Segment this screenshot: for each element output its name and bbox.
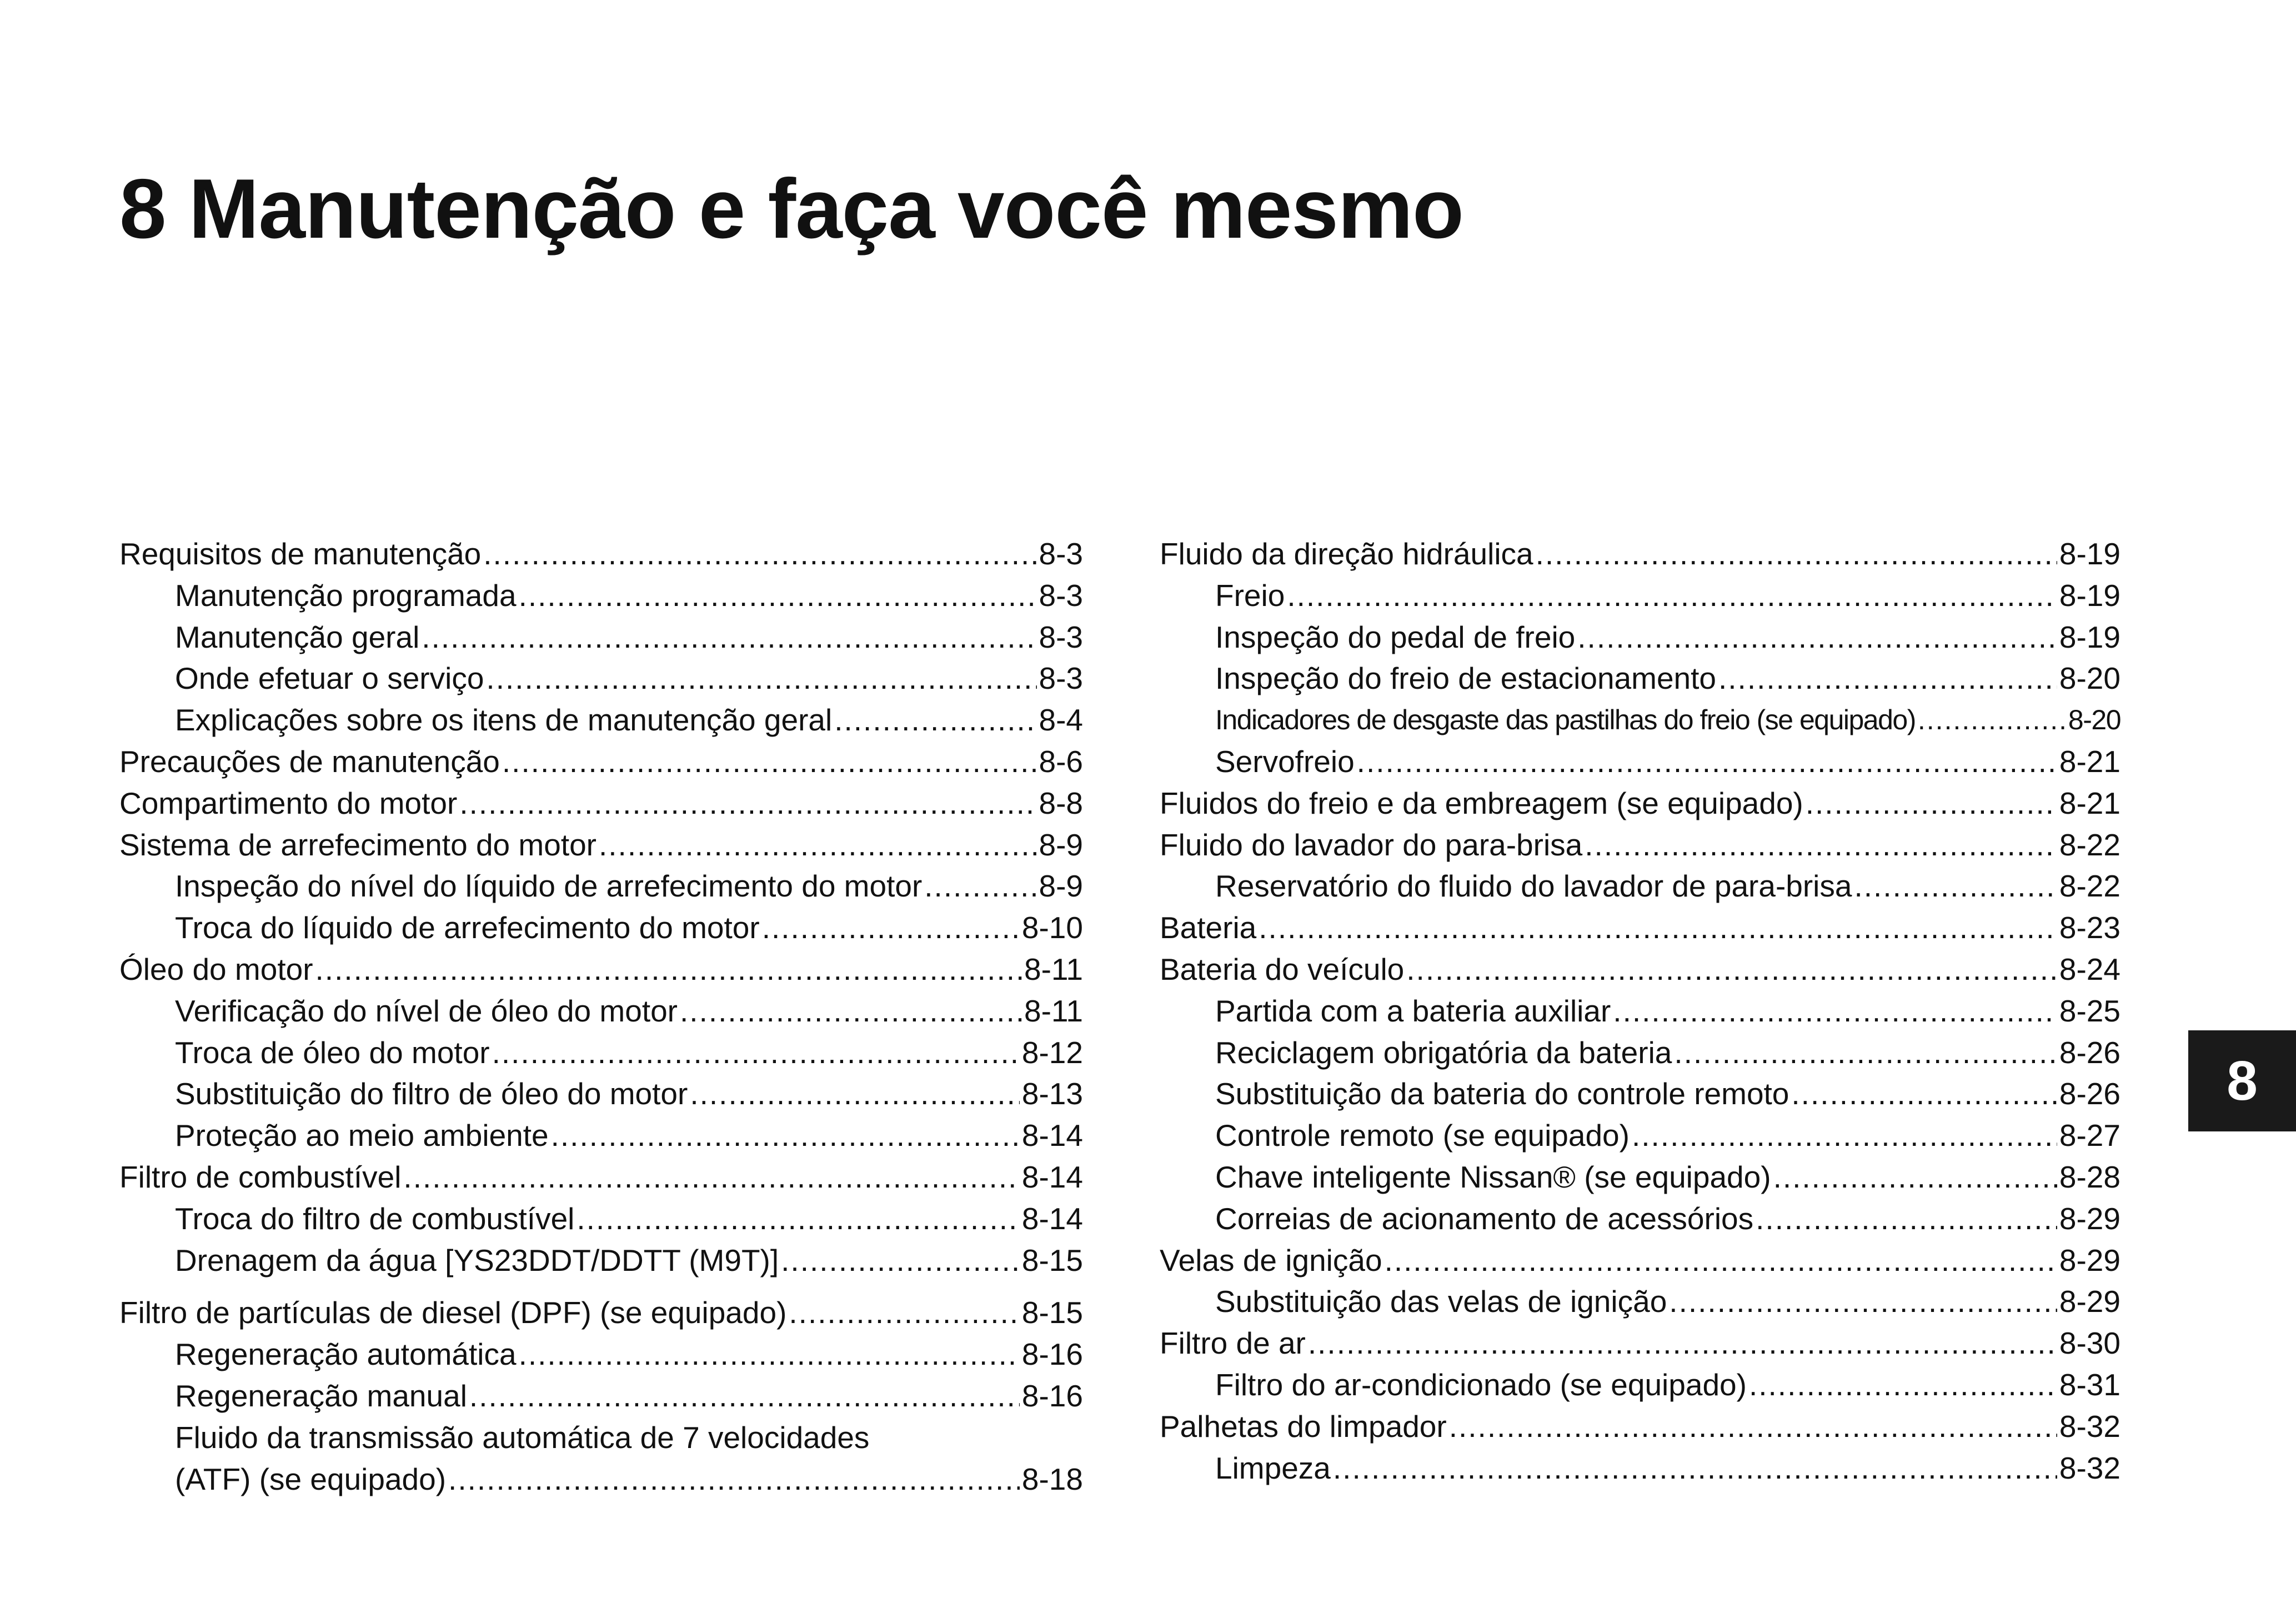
toc-right-column — [1160, 533, 2120, 1489]
toc-entry-page: 8-3 — [1039, 619, 1083, 654]
toc-entry[interactable] — [119, 1292, 1083, 1334]
toc-entry[interactable] — [1160, 658, 2120, 699]
toc-entry-page: 8-15 — [1021, 1295, 1083, 1330]
toc-entry-title: Requisitos de manutenção — [119, 537, 482, 571]
dot-leader — [1791, 1073, 2057, 1115]
chapter-tab-number: 8 — [2227, 1049, 2258, 1112]
toc-entry[interactable] — [1160, 990, 2120, 1032]
dot-leader — [789, 1292, 1020, 1334]
toc-entry[interactable] — [1160, 1281, 2120, 1323]
toc-entry[interactable] — [119, 1115, 1083, 1156]
dot-leader — [1287, 575, 2057, 617]
toc-entry-page: 8-28 — [2059, 1159, 2120, 1194]
toc-entry-page: 8-26 — [2059, 1076, 2120, 1111]
toc-entry-page: 8-3 — [1039, 661, 1083, 696]
toc-entry[interactable] — [1160, 824, 2120, 866]
toc-entry-page: 8-29 — [2059, 1243, 2120, 1278]
toc-entry-page: 8-32 — [2059, 1409, 2120, 1444]
dot-leader — [1577, 617, 2057, 658]
toc-entry-title: Correias de acionamento de acessórios — [1215, 1201, 1754, 1236]
toc-entry[interactable] — [119, 1240, 1083, 1281]
toc-entry[interactable] — [119, 824, 1083, 866]
toc-entry-page: 8-24 — [2059, 951, 2120, 986]
toc-entry-title: Regeneração automática — [175, 1337, 517, 1372]
toc-entry-page: 8-32 — [2059, 1450, 2120, 1485]
toc-entry-title: Bateria — [1160, 910, 1257, 945]
dot-leader — [1806, 783, 2057, 824]
toc-entry[interactable] — [119, 783, 1083, 824]
toc-entry-title: Precauções de manutenção — [119, 744, 500, 779]
toc-entry[interactable] — [119, 699, 1083, 741]
chapter-title: 8 Manutenção e faça você mesmo — [119, 162, 1463, 256]
toc-entry[interactable] — [1160, 617, 2120, 658]
toc-entry[interactable] — [1160, 1032, 2120, 1074]
dot-leader — [1749, 1364, 2057, 1406]
dot-leader — [1854, 865, 2057, 907]
toc-entry-title: Verificação do nível de óleo do motor — [175, 993, 678, 1028]
toc-entry[interactable] — [1160, 1447, 2120, 1489]
toc-entry[interactable] — [119, 1334, 1083, 1375]
toc-entry[interactable] — [119, 1375, 1083, 1417]
dot-leader — [469, 1375, 1020, 1417]
toc-entry-title: Filtro do ar-condicionado (se equipado) — [1215, 1367, 1747, 1402]
toc-entry-page: 8-3 — [1039, 537, 1083, 571]
toc-entry[interactable] — [1160, 1323, 2120, 1364]
toc-entry-title: Onde efetuar o serviço — [175, 661, 484, 696]
toc-entry-title: Manutenção programada — [175, 578, 517, 613]
toc-entry-title: Limpeza — [1215, 1450, 1331, 1485]
toc-entry[interactable] — [119, 658, 1083, 699]
toc-entry-title: Proteção ao meio ambiente — [175, 1118, 549, 1153]
toc-entry[interactable] — [1160, 865, 2120, 907]
toc-entry-page: 8-23 — [2059, 910, 2120, 945]
dot-leader — [422, 617, 1036, 658]
dot-leader — [690, 1073, 1020, 1115]
dot-leader — [1773, 1156, 2057, 1198]
dot-leader — [781, 1240, 1020, 1281]
toc-entry-page: 8-14 — [1021, 1159, 1083, 1194]
dot-leader — [1632, 1115, 2057, 1156]
toc-entry-title: Fluidos do freio e da embreagem (se equipado) — [1160, 785, 1803, 820]
toc-entry-page: 8-29 — [2059, 1201, 2120, 1236]
toc-entry-page: 8-11 — [1024, 951, 1083, 986]
dot-leader — [483, 533, 1036, 575]
dot-leader — [1669, 1281, 2057, 1323]
toc-entry-page: 8-16 — [1021, 1378, 1083, 1413]
toc-entry-page: 8-14 — [1021, 1201, 1083, 1236]
toc-entry-page: 8-25 — [2059, 993, 2120, 1028]
toc-left-column — [119, 533, 1083, 1500]
dot-leader — [599, 824, 1037, 866]
toc-entry[interactable] — [1160, 1198, 2120, 1240]
toc-entry[interactable] — [119, 1032, 1083, 1074]
toc-entry-title: Substituição do filtro de óleo do motor — [175, 1076, 688, 1111]
dot-leader — [1357, 741, 2057, 783]
toc-entry-title: Explicações sobre os itens de manutenção geral — [175, 703, 833, 738]
toc-entry-title: Filtro de partículas de diesel (DPF) (se equipado) — [119, 1295, 787, 1330]
toc-entry[interactable] — [119, 1156, 1083, 1198]
toc-entry-title: Fluido do lavador do para-brisa — [1160, 827, 1583, 862]
dot-leader — [486, 658, 1036, 699]
toc-entry-title: Inspeção do nível do líquido de arrefecimento do motor — [175, 869, 923, 904]
toc-entry-title: Troca do filtro de combustível — [175, 1201, 575, 1236]
toc-entry-title: Palhetas do limpador — [1160, 1409, 1447, 1444]
toc-entry[interactable] — [119, 865, 1083, 907]
toc-entry-title: Servofreio — [1215, 744, 1355, 779]
toc-entry-page: 8-20 — [2068, 704, 2120, 736]
toc-entry[interactable] — [119, 575, 1083, 617]
dot-leader — [680, 990, 1022, 1032]
dot-leader — [1918, 699, 2066, 741]
toc-entry-title-line1: Fluido da transmissão automática de 7 velocidades — [175, 1420, 870, 1455]
toc-entry-page: 8-19 — [2059, 619, 2120, 654]
toc-entry-title: (ATF) (se equipado) — [175, 1461, 447, 1496]
toc-entry[interactable] — [1160, 1364, 2120, 1406]
dot-leader — [551, 1115, 1020, 1156]
toc-entry-title: Troca de óleo do motor — [175, 1035, 490, 1070]
dot-leader — [519, 575, 1037, 617]
toc-entry-title: Inspeção do pedal de freio — [1215, 619, 1576, 654]
toc-entry-title: Substituição das velas de ignição — [1215, 1284, 1667, 1319]
toc-entry-page: 8-22 — [2059, 869, 2120, 904]
toc-entry-page: 8-4 — [1039, 703, 1083, 738]
toc-entry-continued[interactable] — [119, 1417, 1083, 1459]
toc-entry-title: Manutenção geral — [175, 619, 420, 654]
toc-entry-title: Óleo do motor — [119, 951, 313, 986]
toc-entry-title: Fluido da direção hidráulica — [1160, 537, 1533, 571]
toc-entry-page: 8-8 — [1039, 785, 1083, 820]
dot-leader — [924, 865, 1036, 907]
toc-entry-page: 8-31 — [2059, 1367, 2120, 1402]
toc-entry-page: 8-9 — [1039, 869, 1083, 904]
toc-entry-page: 8-19 — [2059, 578, 2120, 613]
dot-leader — [1385, 1240, 2057, 1281]
toc-entry[interactable] — [119, 1073, 1083, 1115]
toc-entry-title: Reservatório do fluido do lavador de para-brisa — [1215, 869, 1852, 904]
toc-entry[interactable] — [1160, 699, 2120, 741]
toc-entry-page: 8-6 — [1039, 744, 1083, 779]
toc-entry-title: Indicadores de desgaste das pastilhas do freio (se equipado) — [1215, 704, 1916, 736]
toc-entry[interactable] — [119, 533, 1083, 575]
dot-leader — [1308, 1323, 2057, 1364]
dot-leader — [502, 741, 1037, 783]
dot-leader — [1718, 658, 2057, 699]
toc-entry-title: Freio — [1215, 578, 1285, 613]
toc-entry-page: 8-18 — [1021, 1461, 1083, 1496]
toc-entry-title: Regeneração manual — [175, 1378, 467, 1413]
dot-leader — [1449, 1406, 2057, 1447]
dot-leader — [1613, 990, 2057, 1032]
toc-entry-page: 8-22 — [2059, 827, 2120, 862]
dot-leader — [403, 1156, 1019, 1198]
toc-entry-page: 8-20 — [2059, 661, 2120, 696]
toc-entry[interactable] — [1160, 1115, 2120, 1156]
dot-leader — [1536, 533, 2057, 575]
toc-entry-page: 8-26 — [2059, 1035, 2120, 1070]
toc-entry[interactable] — [119, 741, 1083, 783]
toc-entry-title: Compartimento do motor — [119, 785, 458, 820]
toc-entry-title: Substituição da bateria do controle remoto — [1215, 1076, 1789, 1111]
dot-leader — [459, 783, 1036, 824]
dot-leader — [834, 699, 1036, 741]
dot-leader — [315, 949, 1022, 990]
dot-leader — [1674, 1032, 2057, 1074]
toc-entry[interactable] — [1160, 907, 2120, 949]
toc-entry-page: 8-9 — [1039, 827, 1083, 862]
toc-entry[interactable] — [119, 990, 1083, 1032]
toc-entry-title: Troca do líquido de arrefecimento do motor — [175, 910, 760, 945]
toc-entry-page: 8-21 — [2059, 744, 2120, 779]
toc-entry-title: Controle remoto (se equipado) — [1215, 1118, 1630, 1153]
toc-entry[interactable] — [1160, 741, 2120, 783]
toc-entry[interactable] — [1160, 1156, 2120, 1198]
dot-leader — [576, 1198, 1020, 1240]
toc-entry-page: 8-16 — [1021, 1337, 1083, 1372]
toc-entry-page: 8-19 — [2059, 537, 2120, 571]
toc-entry[interactable] — [1160, 1406, 2120, 1447]
toc-entry-page: 8-10 — [1021, 910, 1083, 945]
toc-entry[interactable] — [119, 949, 1083, 990]
toc-entry-page: 8-21 — [2059, 785, 2120, 820]
toc-entry-title: Chave inteligente Nissan® (se equipado) — [1215, 1159, 1771, 1194]
toc-entry[interactable] — [1160, 575, 2120, 617]
toc-entry-title: Bateria do veículo — [1160, 951, 1405, 986]
toc-entry-page: 8-14 — [1021, 1118, 1083, 1153]
toc-entry-title: Filtro de ar — [1160, 1326, 1306, 1361]
dot-leader — [762, 907, 1020, 949]
toc-entry[interactable] — [1160, 1073, 2120, 1115]
dot-leader — [448, 1459, 1020, 1500]
toc-entry-title: Reciclagem obrigatória da bateria — [1215, 1035, 1672, 1070]
toc-entry-title: Partida com a bateria auxiliar — [1215, 993, 1611, 1028]
dot-leader — [1333, 1447, 2057, 1489]
toc-entry[interactable] — [1160, 949, 2120, 990]
toc-entry-page: 8-30 — [2059, 1326, 2120, 1361]
toc-entry[interactable] — [119, 1198, 1083, 1240]
dot-leader — [519, 1334, 1020, 1375]
toc-entry-title: Sistema de arrefecimento do motor — [119, 827, 596, 862]
toc-entry-title: Velas de ignição — [1160, 1243, 1382, 1278]
chapter-tab[interactable] — [2188, 1030, 2296, 1131]
dot-leader — [1585, 824, 2057, 866]
toc-entry-page: 8-15 — [1021, 1243, 1083, 1278]
toc-entry-page: 8-11 — [1024, 993, 1083, 1028]
toc-entry-title: Inspeção do freio de estacionamento — [1215, 661, 1716, 696]
toc-entry-title: Filtro de combustível — [119, 1159, 402, 1194]
toc-entry-title: Drenagem da água [YS23DDT/DDTT (M9T)] — [175, 1243, 779, 1278]
toc-entry[interactable] — [1160, 783, 2120, 824]
toc-entry-page: 8-13 — [1021, 1076, 1083, 1111]
toc-entry-page: 8-29 — [2059, 1284, 2120, 1319]
toc-entry[interactable] — [119, 907, 1083, 949]
dot-leader — [1406, 949, 2057, 990]
dot-leader — [1259, 907, 2057, 949]
dot-leader — [492, 1032, 1020, 1074]
toc-entry-page: 8-3 — [1039, 578, 1083, 613]
toc-entry[interactable] — [119, 617, 1083, 658]
toc-entry[interactable] — [1160, 1240, 2120, 1281]
toc-entry-page: 8-12 — [1021, 1035, 1083, 1070]
dot-leader — [1756, 1198, 2057, 1240]
toc-entry[interactable] — [119, 1459, 1083, 1500]
toc-entry-page: 8-27 — [2059, 1118, 2120, 1153]
toc-entry[interactable] — [1160, 533, 2120, 575]
